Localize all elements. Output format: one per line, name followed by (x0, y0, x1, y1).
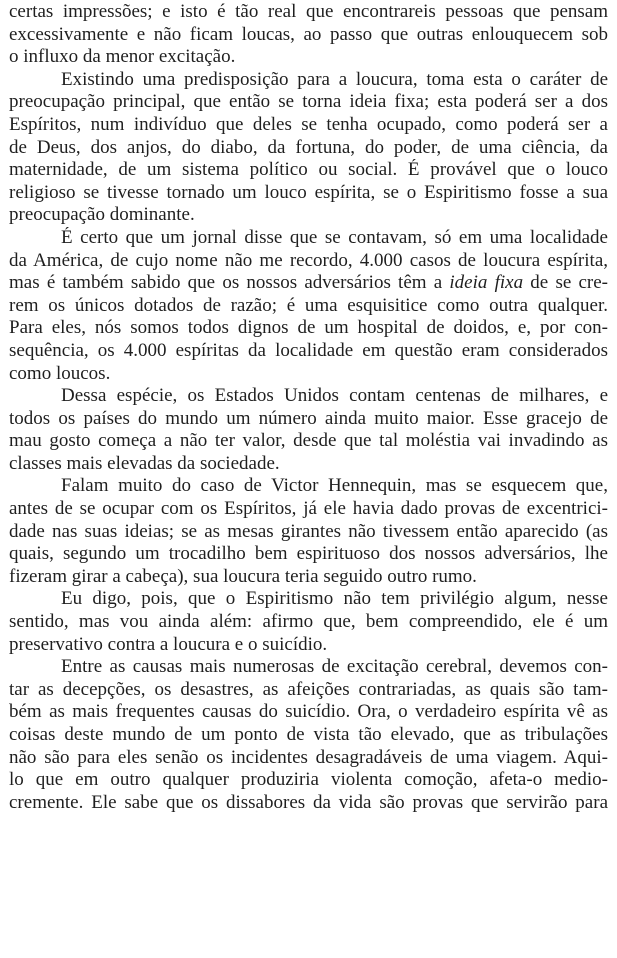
text-line: sequência, os 4.000 espíritas da localidade em questão eram considerados (9, 339, 608, 361)
text-line: Entre as causas mais numerosas de excitação cerebral, devemos con- (61, 656, 608, 678)
text-line: excessivamente e não ficam loucas, ao passo que outras enlouquecem sob (9, 23, 608, 45)
text-line: antes de se ocupar com os Espíritos, já ele havia dado provas de excentrici- (9, 498, 608, 520)
text-line: sentido, mas vou ainda além: afirmo que, bem compreendido, ele é um (9, 611, 608, 633)
text-line: preocupação principal, que então se torna ideia fixa; esta poderá ser a dos (9, 91, 608, 113)
text-line: não são para eles senão os incidentes desagradáveis de uma viagem. Aqui- (9, 746, 608, 768)
text-line: lo que em outro qualquer produziria violenta comoção, afeta-o medio- (9, 769, 608, 791)
text-line: Espíritos, num indivíduo que deles se tenha ocupado, como poderá ser a (9, 113, 608, 135)
text-line: rem os únicos dotados de razão; é uma esquisitice como outra qualquer. (9, 294, 608, 316)
text-line: o influxo da menor excitação. (9, 46, 236, 68)
text-line: preocupação dominante. (9, 204, 195, 226)
text-segment: mas é também sabido que os nossos adversários têm a (9, 272, 450, 294)
text-line: de Deus, dos anjos, do diabo, da fortuna, do poder, de uma ciência, da (9, 136, 608, 158)
text-line: Eu digo, pois, que o Espiritismo não tem privilégio algum, nesse (61, 588, 608, 610)
text-line: fizeram girar a cabeça), sua loucura teria seguido outro rumo. (9, 565, 477, 587)
text-line: maternidade, de um sistema político ou social. É provável que o louco (9, 159, 608, 181)
text-segment: de se cre- (523, 272, 608, 294)
text-line: É certo que um jornal disse que se contavam, só em uma localidade (61, 226, 608, 248)
text-line: cremente. Ele sabe que os dissabores da vida são provas que servirão para (9, 791, 608, 813)
text-line: classes mais elevadas da sociedade. (9, 452, 280, 474)
text-line: coisas deste mundo de um ponto de vista tão elevado, que as tribulações (9, 724, 608, 745)
text-line: mau gosto começa a não ter valor, desde que tal moléstia vai invadindo as (9, 430, 608, 452)
text-line: todos os países do mundo um número ainda muito maior. Esse gracejo de (9, 407, 608, 429)
text-line: Para eles, nós somos todos dignos de um hospital de doidos, e, por con- (9, 317, 608, 339)
text-line (9, 272, 608, 295)
text-line: preservativo contra a loucura e o suicídio. (9, 633, 328, 655)
text-line: religioso se tivesse tornado um louco espírita, se o Espiritismo fosse a sua (9, 181, 608, 203)
text-line: certas impressões; e isto é tão real que encontrareis pessoas que pensam (9, 1, 608, 22)
emphasis-text: ideia fixa (449, 272, 524, 294)
text-line: da América, de cujo nome não me recordo, 4.000 casos de loucura espírita, (9, 249, 608, 271)
text-line: Existindo uma predisposição para a loucura, toma esta o caráter de (61, 68, 608, 90)
text-line: como loucos. (9, 362, 111, 384)
text-line: dade nas suas ideias; se as mesas girantes não tivessem então aparecido (as (9, 520, 608, 542)
text-line: Dessa espécie, os Estados Unidos contam centenas de milhares, e (61, 385, 608, 407)
text-line: tar as decepções, os desastres, as afeições contrariadas, as quais são tam- (9, 678, 608, 700)
text-line: quais, segundo um trocadilho bem espirituoso dos nossos adversários, lhe (9, 543, 608, 565)
text-line: bém as mais frequentes causas do suicídio. Ora, o verdadeiro espírita vê as (9, 701, 608, 723)
text-line: Falam muito do caso de Victor Hennequin, mas se esquecem que, (61, 475, 608, 497)
